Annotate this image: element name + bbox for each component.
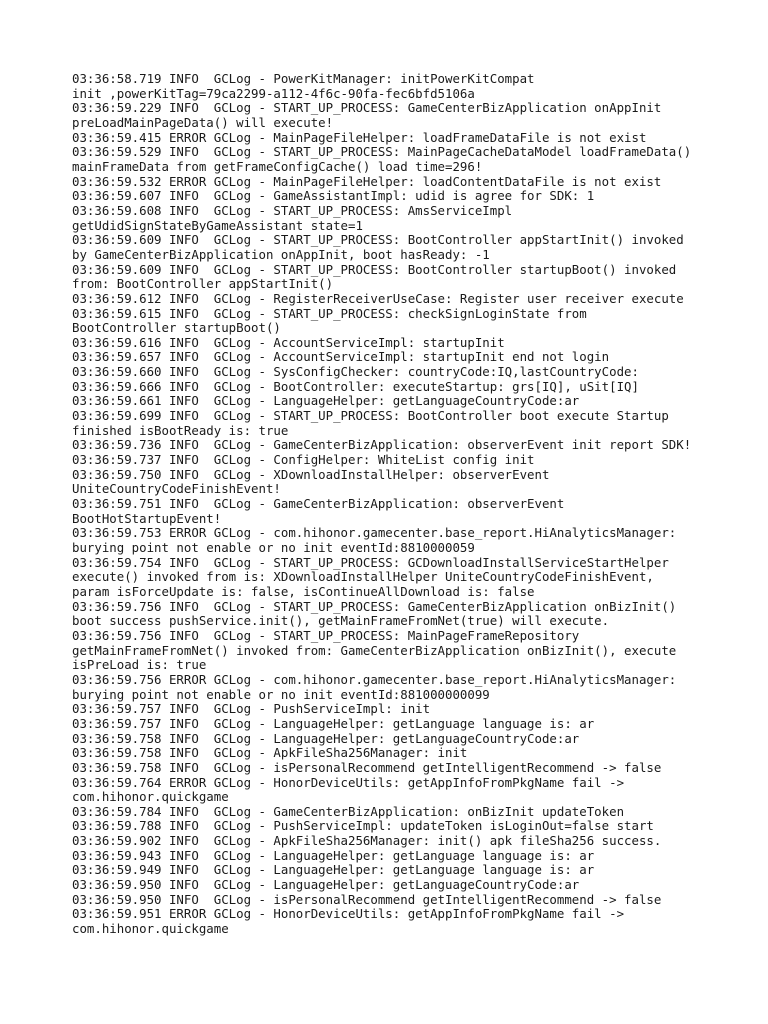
log-line: 03:36:59.756 ERROR GCLog - com.hihonor.gamecenter.base_report.HiAnalyticsManager: [72, 671, 677, 687]
log-line: 03:36:59.612 INFO GCLog - RegisterReceiverUseCase: Register user receiver execute [72, 290, 684, 306]
log-line: 03:36:59.529 INFO GCLog - START_UP_PROCESS: MainPageCacheDataModel loadFrameData() [72, 144, 692, 160]
log-line: boot success pushService.init(), getMainFrameFromNet(true) will execute. [72, 613, 610, 629]
log-line: 03:36:59.415 ERROR GCLog - MainPageFileHelper: loadFrameDataFile is not exist [72, 129, 647, 145]
log-line: 03:36:59.758 INFO GCLog - ApkFileSha256Manager: init [72, 745, 468, 761]
log-line: getUdidSignStateByGameAssistant state=1 [72, 217, 363, 233]
log-line: finished isBootReady is: true [72, 422, 289, 438]
log-line: 03:36:59.951 ERROR GCLog - HonorDeviceUtils: getAppInfoFromPkgName fail -> [72, 906, 625, 922]
log-line: 03:36:59.736 INFO GCLog - GameCenterBizApplication: observerEvent init report SDK! [72, 437, 692, 453]
log-line: 03:36:59.757 INFO GCLog - LanguageHelper: getLanguage language is: ar [72, 715, 595, 731]
log-line: 03:36:59.609 INFO GCLog - START_UP_PROCESS: BootController appStartInit() invoked [72, 232, 684, 248]
log-line: 03:36:59.608 INFO GCLog - START_UP_PROCESS: AmsServiceImpl [72, 202, 513, 218]
log-line: 03:36:59.784 INFO GCLog - GameCenterBizApplication: onBizInit updateToken [72, 803, 625, 819]
log-line: BootController startupBoot() [72, 320, 281, 336]
log-text-block [72, 72, 712, 937]
log-line: 03:36:59.943 INFO GCLog - LanguageHelper: getLanguage language is: ar [72, 847, 595, 863]
log-line: preLoadMainPageData() will execute! [72, 114, 334, 130]
log-line: execute() invoked from is: XDownloadInstallHelper UniteCountryCodeFinishEvent, [72, 569, 654, 585]
log-line: 03:36:59.532 ERROR GCLog - MainPageFileHelper: loadContentDataFile is not exist [72, 173, 662, 189]
log-line: by GameCenterBizApplication onAppInit, boot hasReady: -1 [72, 246, 490, 262]
log-line: init ,powerKitTag=79ca2299-a112-4f6c-90fa-fec6bfd5106a [72, 85, 475, 101]
log-line: 03:36:59.764 ERROR GCLog - HonorDeviceUtils: getAppInfoFromPkgName fail -> [72, 774, 625, 790]
log-line: burying point not enable or no init eventId:8810000059 [72, 540, 475, 555]
log-line: 03:36:59.751 INFO GCLog - GameCenterBizApplication: observerEvent [72, 496, 565, 512]
log-line: com.hihonor.quickgame [72, 789, 229, 805]
log-line: 03:36:59.758 INFO GCLog - LanguageHelper: getLanguageCountryCode:ar [72, 730, 580, 746]
log-line: 03:36:59.754 INFO GCLog - START_UP_PROCESS: GCDownloadInstallServiceStartHelper [72, 554, 669, 570]
log-line: 03:36:59.661 INFO GCLog - LanguageHelper: getLanguageCountryCode:ar [72, 393, 580, 409]
log-line: 03:36:59.750 INFO GCLog - XDownloadInstallHelper: observerEvent [72, 466, 550, 482]
log-line: 03:36:59.229 INFO GCLog - START_UP_PROCESS: GameCenterBizApplication onAppInit [72, 100, 662, 116]
log-line: 03:36:59.616 INFO GCLog - AccountServiceImpl: startupInit [72, 334, 505, 350]
log-line: 03:36:59.615 INFO GCLog - START_UP_PROCESS: checkSignLoginState from [72, 305, 587, 321]
log-line: 03:36:59.757 INFO GCLog - PushServiceImpl: init [72, 701, 431, 717]
log-line: 03:36:59.737 INFO GCLog - ConfigHelper: WhiteList config init [72, 452, 535, 468]
log-line: UniteCountryCodeFinishEvent! [72, 481, 281, 497]
log-line: 03:36:59.657 INFO GCLog - AccountServiceImpl: startupInit end not login [72, 349, 610, 365]
log-line: param isForceUpdate is: false, isContinueAllDownload is: false [72, 583, 535, 599]
log-line: 03:36:59.609 INFO GCLog - START_UP_PROCESS: BootController startupBoot() invoked [72, 261, 677, 277]
log-line: 03:36:59.607 INFO GCLog - GameAssistantImpl: udid is agree for SDK: 1 [72, 188, 595, 204]
log-line: 03:36:59.660 INFO GCLog - SysConfigChecker: countryCode:IQ,lastCountryCode: [72, 364, 639, 380]
log-line: 03:36:59.788 INFO GCLog - PushServiceImpl: updateToken isLoginOut=false start [72, 818, 654, 834]
log-line: burying point not enable or no init eventId:881000000099 [72, 686, 490, 702]
log-line: 03:36:59.950 INFO GCLog - isPersonalRecommend getIntelligentRecommend -> false [72, 891, 662, 907]
log-line: com.hihonor.quickgame [72, 921, 229, 937]
log-line: 03:36:58.719 INFO GCLog - PowerKitManager: initPowerKitCompat [72, 71, 535, 86]
log-line: 03:36:59.756 INFO GCLog - START_UP_PROCESS: GameCenterBizApplication onBizInit() [72, 598, 677, 614]
log-line: 03:36:59.950 INFO GCLog - LanguageHelper: getLanguageCountryCode:ar [72, 877, 580, 893]
log-line: 03:36:59.666 INFO GCLog - BootController: executeStartup: grs[IQ], uSit[IQ] [72, 378, 639, 394]
log-line: BootHotStartupEvent! [72, 510, 222, 526]
log-line: isPreLoad is: true [72, 657, 207, 673]
log-line: 03:36:59.758 INFO GCLog - isPersonalRecommend getIntelligentRecommend -> false [72, 759, 662, 775]
log-line: 03:36:59.949 INFO GCLog - LanguageHelper: getLanguage language is: ar [72, 862, 595, 878]
log-line: from: BootController appStartInit() [72, 276, 334, 292]
log-line: mainFrameData from getFrameConfigCache() load time=296! [72, 158, 483, 174]
log-line: 03:36:59.753 ERROR GCLog - com.hihonor.gamecenter.base_report.HiAnalyticsManager: [72, 525, 677, 541]
log-line: getMainFrameFromNet() invoked from: GameCenterBizApplication onBizInit(), execute [72, 642, 677, 658]
log-line: 03:36:59.756 INFO GCLog - START_UP_PROCESS: MainPageFrameRepository [72, 627, 580, 643]
log-line: 03:36:59.699 INFO GCLog - START_UP_PROCESS: BootController boot execute Startup [72, 408, 669, 424]
log-line: 03:36:59.902 INFO GCLog - ApkFileSha256Manager: init() apk fileSha256 success. [72, 833, 662, 849]
